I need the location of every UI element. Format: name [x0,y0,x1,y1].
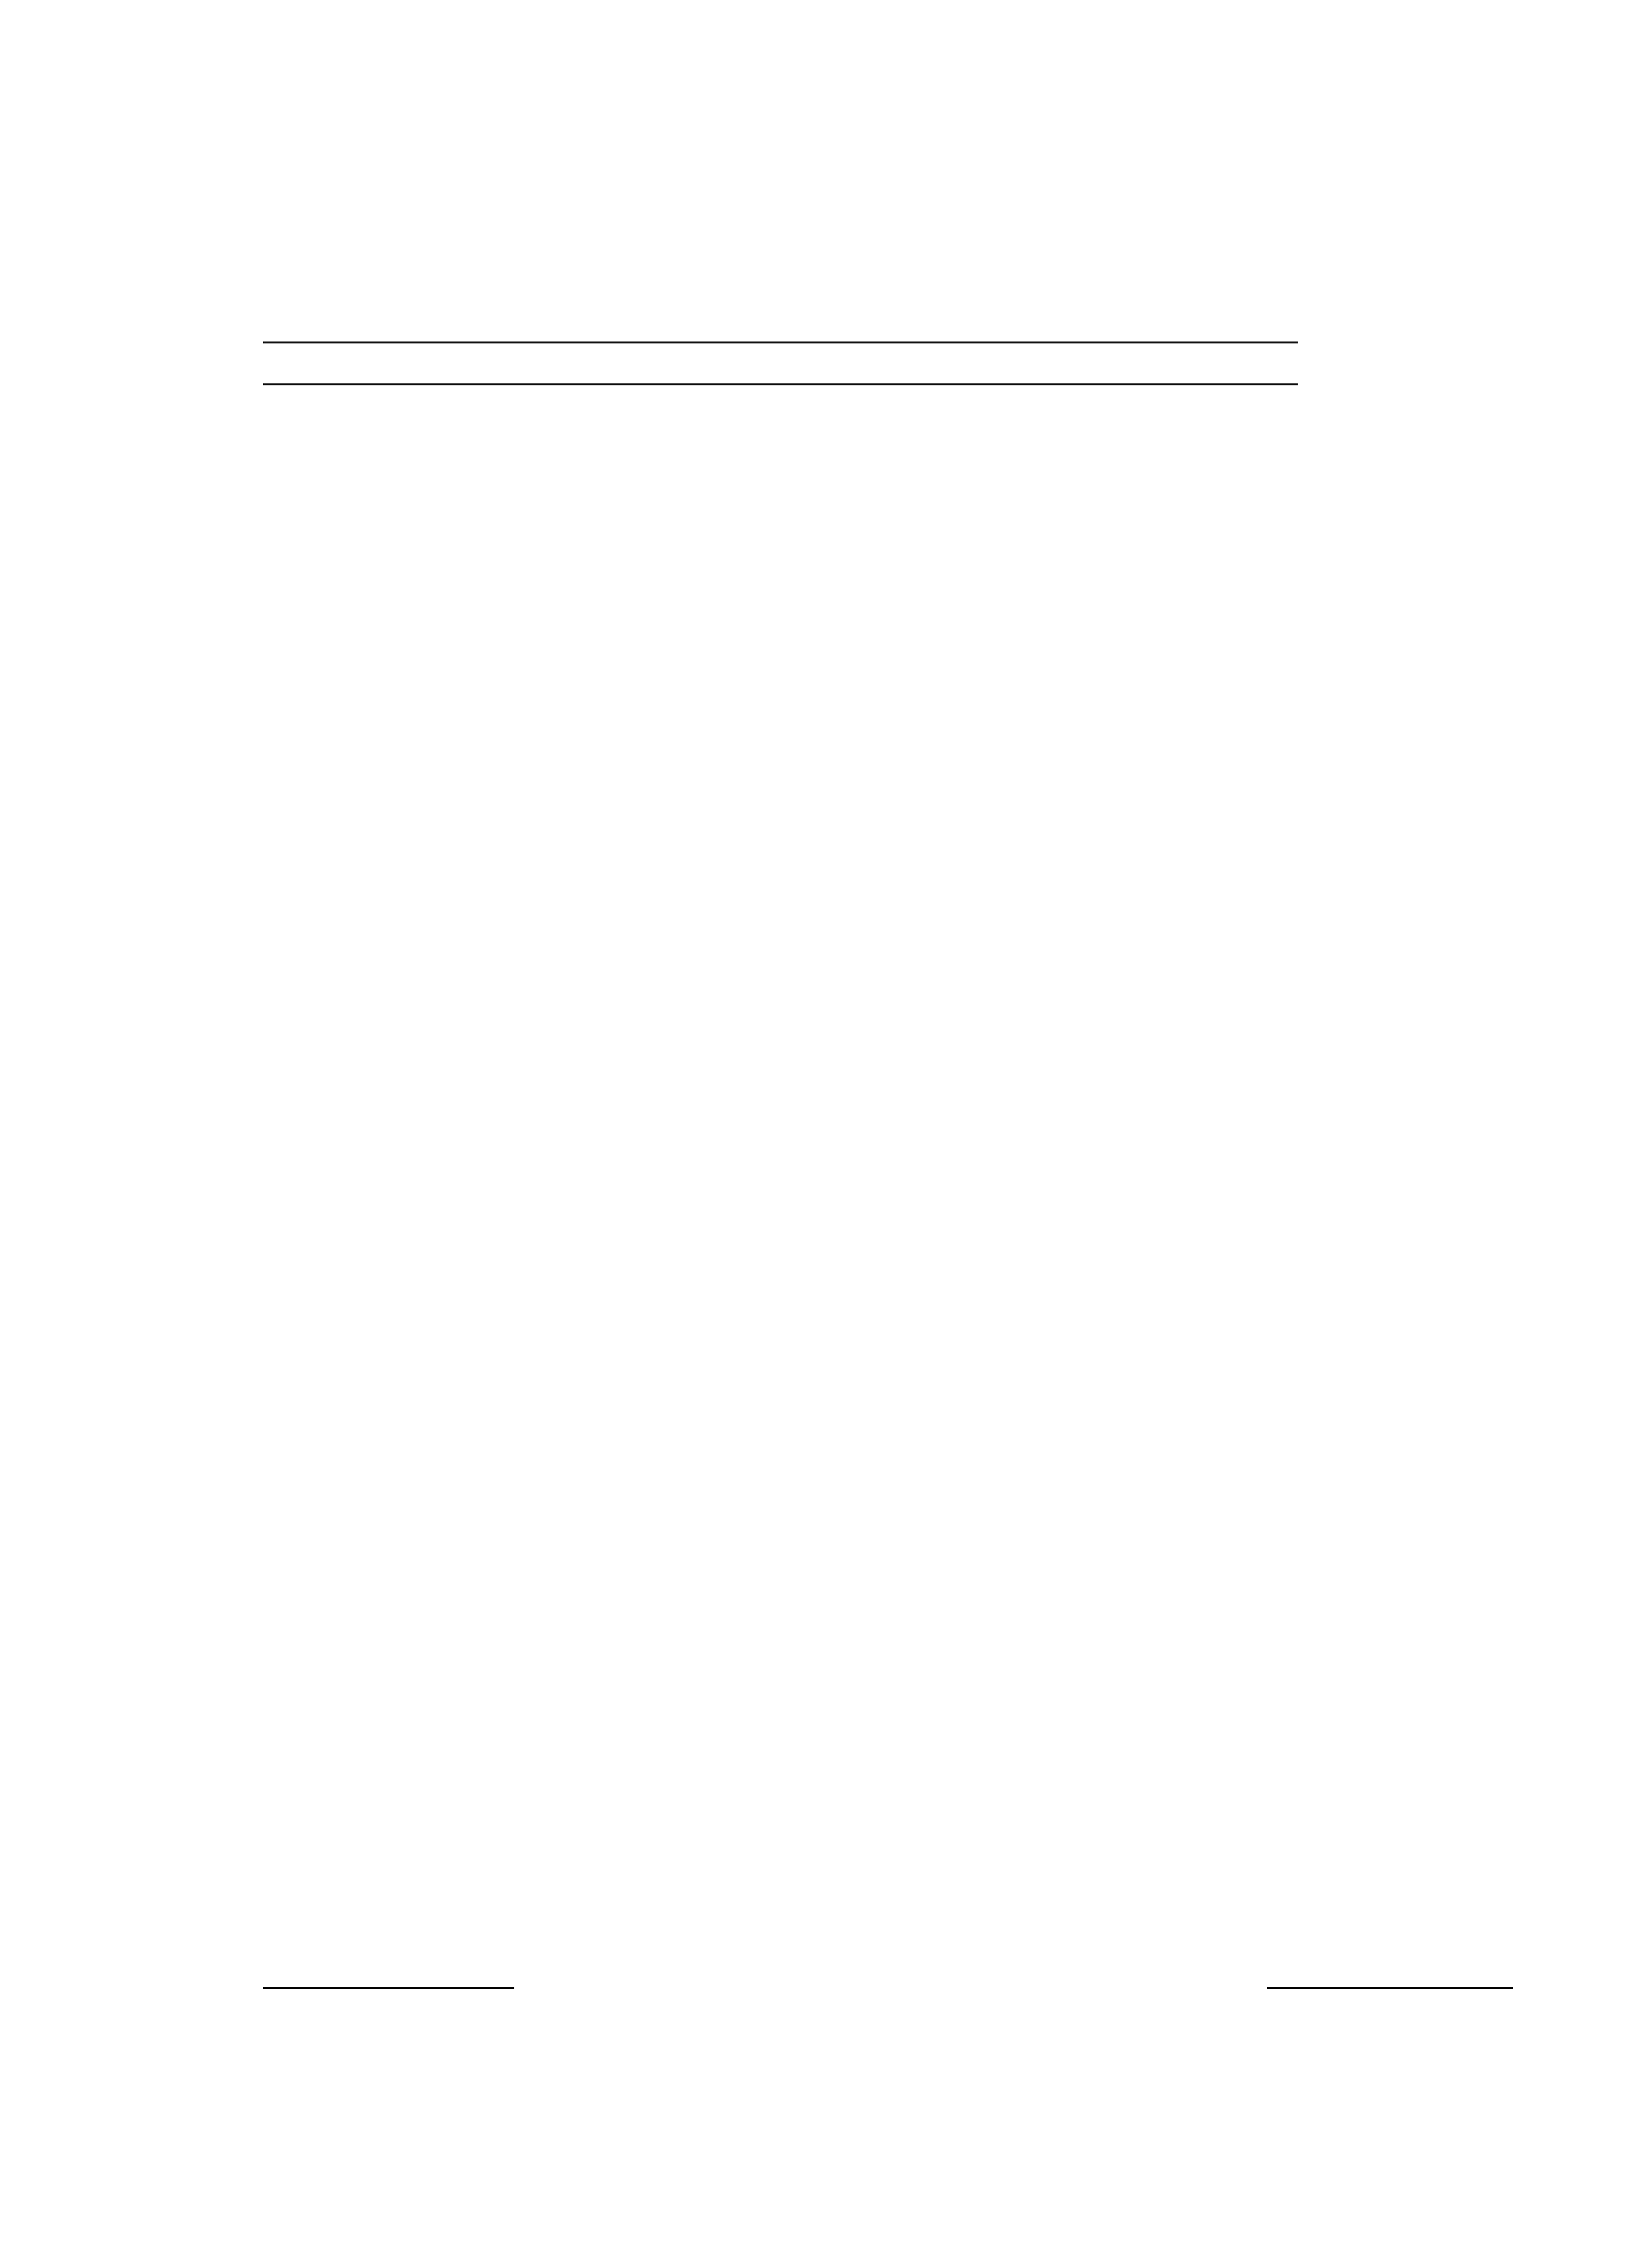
footer-rule-left [263,1987,514,1989]
table-top-rule [263,341,1298,343]
table-header-rule [263,383,1298,385]
footer-rule-right [1267,1987,1513,1989]
